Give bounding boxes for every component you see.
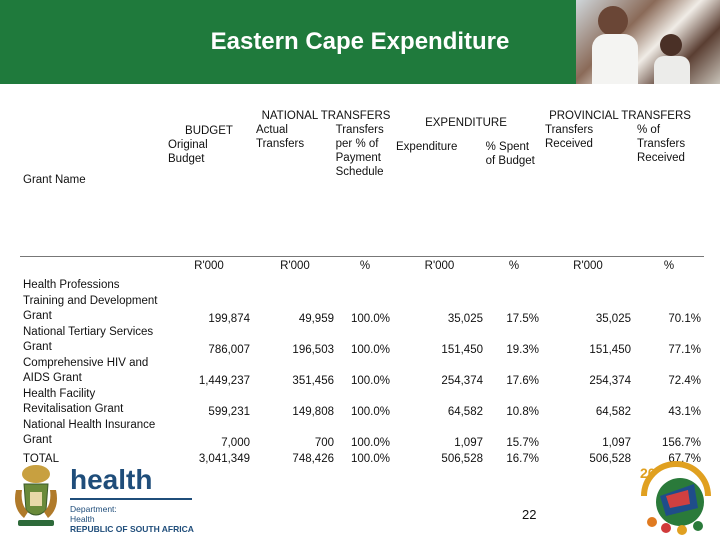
page-number: 22 <box>522 507 537 522</box>
header-provincial <box>542 106 704 254</box>
brand-word: health <box>70 464 153 495</box>
header-expenditure <box>393 106 542 254</box>
grant-name-cell: Health Professions Training and Development Grant <box>23 279 158 322</box>
grant-name-cell: National Tertiary Services Grant <box>23 325 154 353</box>
transfers-received-cell: 151,450 <box>589 343 631 356</box>
actual-transfers-cell: 149,808 <box>292 405 334 418</box>
table-row <box>20 387 704 418</box>
pct-schedule-cell: 100.0% <box>350 343 390 356</box>
unit-cell: % <box>663 260 675 272</box>
header-provincial-received: Transfers Received <box>545 124 594 150</box>
total-pct-schedule-cell: 100.0% <box>350 452 390 465</box>
actual-transfers-cell: 351,456 <box>292 374 334 387</box>
actual-transfers-cell: 700 <box>314 436 334 449</box>
grant-name-cell: National Health Insurance Grant <box>23 418 156 446</box>
transfers-received-cell: 1,097 <box>602 436 631 449</box>
pct-schedule-cell: 100.0% <box>350 312 390 325</box>
expenditure-cell: 1,097 <box>454 436 483 449</box>
table-row <box>20 418 704 449</box>
pct-spent-cell: 17.5% <box>506 312 539 325</box>
pct-received-cell: 70.1% <box>668 312 701 325</box>
units-blank <box>20 254 165 278</box>
pct-received-cell: 72.4% <box>668 374 701 387</box>
header-expenditure-pct: % Spent of Budget <box>485 141 535 167</box>
budget-cell: 786,007 <box>208 343 250 356</box>
transfers-received-cell: 254,374 <box>589 374 631 387</box>
header-national-actual: Actual Transfers <box>256 124 305 150</box>
grant-name-cell: Comprehensive HIV and AIDS Grant <box>23 356 149 384</box>
expenditure-cell: 64,582 <box>447 405 483 418</box>
anniversary-badge-icon <box>636 456 716 536</box>
expenditure-table-area <box>20 106 704 465</box>
photo-child-body <box>654 56 690 84</box>
health-brand <box>70 466 194 534</box>
header-expenditure-top: EXPENDITURE <box>425 117 507 129</box>
pct-schedule-cell: 100.0% <box>350 405 390 418</box>
pct-schedule-cell: 100.0% <box>350 436 390 449</box>
header-grant-name-label: Grant Name <box>23 174 86 186</box>
header-budget-sub: Original Budget <box>168 139 208 165</box>
pct-received-cell: 43.1% <box>668 405 701 418</box>
coat-of-arms-icon <box>10 460 62 530</box>
total-expenditure-cell: 506,528 <box>441 452 483 465</box>
table-row <box>20 356 704 387</box>
total-pct-spent-cell: 16.7% <box>506 452 539 465</box>
dept-line-3: REPUBLIC OF SOUTH AFRICA <box>70 524 194 534</box>
transfers-received-cell: 64,582 <box>595 405 631 418</box>
brand-underline <box>70 498 192 500</box>
transfers-received-cell: 35,025 <box>595 312 631 325</box>
table-header-row <box>20 106 704 254</box>
expenditure-table <box>20 106 704 465</box>
total-label-cell: TOTAL <box>23 452 59 465</box>
budget-cell: 599,231 <box>208 405 250 418</box>
budget-cell: 7,000 <box>221 436 250 449</box>
expenditure-cell: 35,025 <box>447 312 483 325</box>
unit-cell: % <box>359 260 371 272</box>
actual-transfers-cell: 49,959 <box>298 312 334 325</box>
header-divider <box>20 256 704 257</box>
pct-spent-cell: 10.8% <box>506 405 539 418</box>
photo-figure-body <box>592 34 638 84</box>
header-provincial-pct: % of Transfers Received <box>637 124 686 164</box>
pct-spent-cell: 19.3% <box>506 343 539 356</box>
expenditure-cell: 254,374 <box>441 374 483 387</box>
expenditure-cell: 151,450 <box>441 343 483 356</box>
header-provincial-top: PROVINCIAL TRANSFERS <box>549 110 691 122</box>
header-national-pct: Transfers per % of Payment Schedule <box>335 124 384 178</box>
table-row <box>20 278 704 325</box>
header-grant-name <box>20 106 165 254</box>
pct-received-cell: 156.7% <box>661 436 701 449</box>
total-budget-cell: 3,041,349 <box>198 452 250 465</box>
total-received-cell: 506,528 <box>589 452 631 465</box>
header-photo <box>576 0 720 84</box>
pct-schedule-cell: 100.0% <box>350 374 390 387</box>
dept-line-1: Department: <box>70 504 117 514</box>
header-budget <box>165 106 253 254</box>
dept-line-2: Health <box>70 514 95 524</box>
grant-name-cell: Health Facility Revitalisation Grant <box>23 387 124 415</box>
photo-figure-head <box>598 6 628 36</box>
pct-spent-cell: 17.6% <box>506 374 539 387</box>
unit-cell: R'000 <box>280 260 310 272</box>
total-pct-received-cell: 67.7% <box>668 452 701 465</box>
unit-cell: R'000 <box>194 260 224 272</box>
total-actual-cell: 748,426 <box>292 452 334 465</box>
pct-received-cell: 77.1% <box>668 343 701 356</box>
units-row <box>20 254 704 278</box>
unit-cell: R'000 <box>424 260 455 272</box>
unit-cell: R'000 <box>573 260 603 272</box>
header-national-top: NATIONAL TRANSFERS <box>261 110 391 122</box>
total-row <box>20 449 704 465</box>
actual-transfers-cell: 196,503 <box>292 343 334 356</box>
photo-child-head <box>660 34 682 56</box>
header-expenditure-sub: Expenditure <box>396 141 458 153</box>
budget-cell: 199,874 <box>208 312 250 325</box>
page-title: Eastern Cape Expenditure <box>210 28 510 55</box>
pct-spent-cell: 15.7% <box>506 436 539 449</box>
header-budget-top: BUDGET <box>185 125 233 137</box>
svg-text:20: 20 <box>640 465 656 481</box>
unit-cell: % <box>508 260 520 272</box>
header-national <box>253 106 393 254</box>
table-row <box>20 325 704 356</box>
budget-cell: 1,449,237 <box>198 374 250 387</box>
